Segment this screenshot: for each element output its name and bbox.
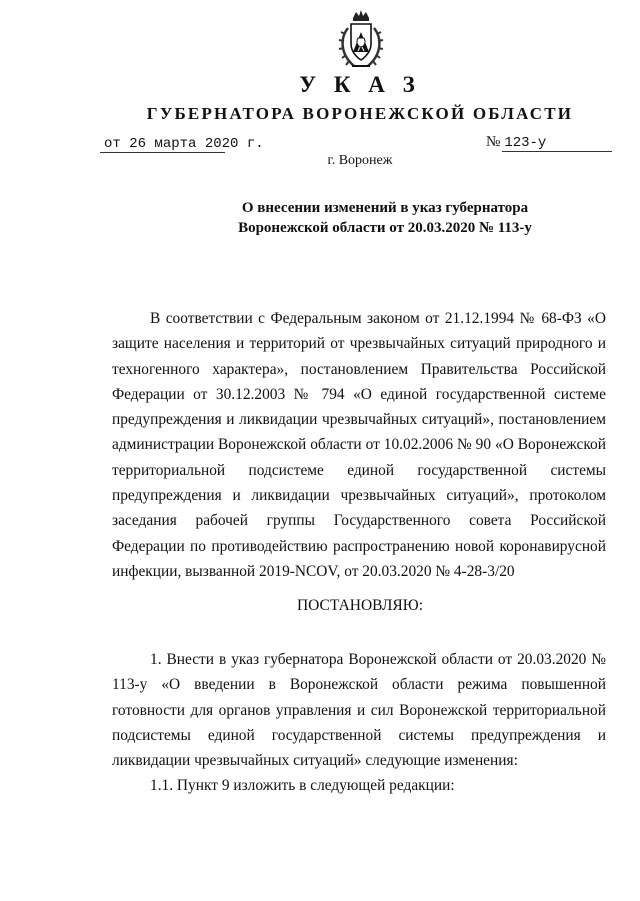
coat-of-arms-icon <box>336 8 386 72</box>
document-number <box>486 134 546 151</box>
items-block <box>112 647 606 799</box>
decree-heading: ПОСТАНОВЛЯЮ: <box>296 597 424 614</box>
document-city: г. Воронеж <box>327 153 393 168</box>
item-1-paragraph: 1. Внести в указ губернатора Воронежской области от 20.03.2020 № 113-у «О введении в Воронежской области режима повышенной готовности для органов управления и сил Воронежской территориальной подсистемы единой государственной системы предупреждения и ликвидации чрезвычайных ситуаций» следующие изменения: <box>112 651 606 770</box>
number-underline <box>502 151 612 152</box>
document-title: У К А З <box>299 72 421 97</box>
document-subject <box>0 198 640 238</box>
preamble-block <box>112 306 606 584</box>
document-subtitle: ГУБЕРНАТОРА ВОРОНЕЖСКОЙ ОБЛАСТИ <box>146 104 574 123</box>
document-date <box>104 136 264 152</box>
item-1-1-paragraph: 1.1. Пункт 9 изложить в следующей редакции: <box>150 777 455 795</box>
number-value: 123-у <box>504 135 547 151</box>
subject-line-1: О внесении изменений в указ губернатора <box>241 200 529 216</box>
subject-line-2: Воронежской области от 20.03.2020 № 113-у <box>238 220 532 236</box>
date-prefix: от <box>104 136 121 152</box>
number-prefix: № <box>486 134 501 150</box>
date-value: 26 марта 2020 г. <box>129 136 264 152</box>
preamble-paragraph: В соответствии с Федеральным законом от 21.12.1994 № 68-ФЗ «О защите населения и территорий от чрезвычайных ситуаций природного и техногенного характера», постановлением Правительства Российской Федерации от 30.12.2003 № 794 «О единой государственной системе предупреждения и ликвидации чрезвычайных ситуаций», постановлением администрации Воронежской области от 10.02.2006 № 90 «О Воронежской территориальной подсистеме единой государственной системы предупреждения и ликвидации чрезвычайных ситуаций», протоколом заседания рабочей группы Государственного совета Российской Федерации по противодействию распространению новой коронавирусной инфекции, вызванной 2019-NCOV, от 20.03.2020 № 4-28-3/20 <box>112 310 606 580</box>
